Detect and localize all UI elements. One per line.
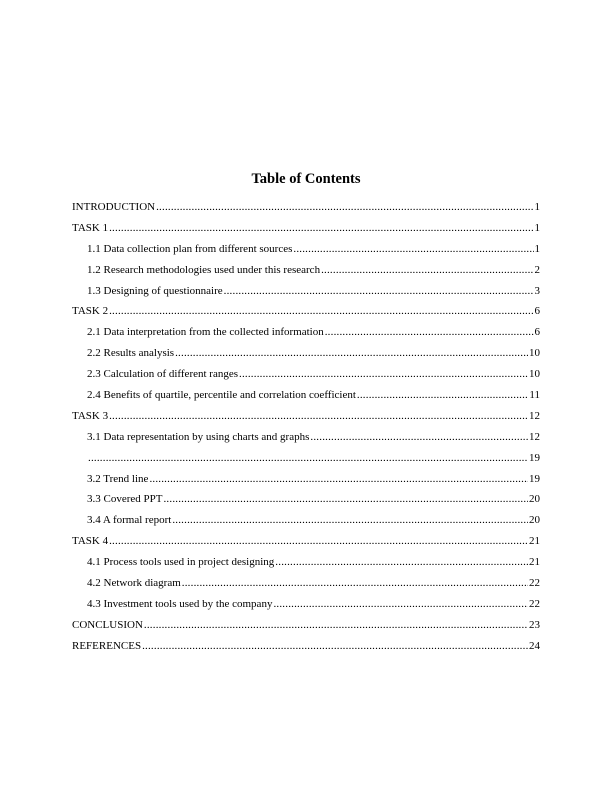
toc-dot-leader	[156, 199, 533, 215]
toc-entry[interactable]	[72, 283, 540, 304]
toc-entry-page-number: 19	[529, 451, 540, 464]
toc-dot-leader	[109, 533, 528, 549]
toc-entry[interactable]	[72, 429, 540, 450]
toc-dot-leader	[109, 303, 533, 319]
toc-entry[interactable]	[72, 471, 540, 492]
toc-title: Table of Contents	[251, 171, 361, 187]
toc-entry-label: 3.2 Trend line	[87, 472, 149, 485]
toc-dot-leader	[275, 554, 528, 570]
toc-entry[interactable]	[72, 303, 540, 324]
toc-dot-leader	[175, 345, 528, 361]
toc-dot-leader	[149, 471, 528, 487]
toc-entry-label: 2.2 Results analysis	[87, 347, 175, 360]
toc-dot-leader	[144, 617, 528, 633]
toc-entry-label: TASK 2	[72, 305, 109, 318]
toc-entry-label: 1.2 Research methodologies used under this research	[87, 263, 321, 276]
toc-entry-page-number: 23	[529, 618, 540, 631]
toc-dot-leader	[273, 596, 528, 612]
toc-entry-label: 4.1 Process tools used in project designing	[87, 556, 275, 569]
toc-dot-leader	[109, 408, 528, 424]
toc-entry[interactable]	[72, 491, 540, 512]
toc-dot-leader	[293, 241, 533, 257]
toc-entry-page-number: 21	[529, 535, 540, 548]
toc-entry[interactable]	[72, 387, 540, 408]
toc-dot-leader	[357, 387, 529, 403]
toc-dot-leader	[109, 220, 533, 236]
toc-dot-leader	[88, 450, 528, 466]
toc-dot-leader	[325, 324, 534, 340]
toc-entry-page-number: 1	[534, 221, 540, 234]
toc-entry-label: 1.3 Designing of questionnaire	[87, 284, 223, 297]
toc-entry-page-number: 22	[529, 597, 540, 610]
toc-entry-page-number: 19	[529, 472, 540, 485]
toc-entry-label: 2.3 Calculation of different ranges	[87, 368, 238, 381]
toc-entry[interactable]	[72, 450, 540, 471]
toc-entry-label: INTRODUCTION	[72, 201, 156, 213]
toc-dot-leader	[142, 638, 528, 654]
toc-dot-leader	[172, 512, 528, 528]
toc-entry-label: 3.3 Covered PPT	[87, 493, 163, 506]
toc-entry[interactable]	[72, 262, 540, 283]
toc-entry-label: 3.1 Data representation by using charts and graphs	[87, 430, 310, 443]
toc-entry[interactable]	[72, 324, 540, 345]
toc-dot-leader	[321, 262, 533, 278]
toc-entry[interactable]	[72, 408, 540, 429]
toc-entry-label: 3.4 A formal report	[87, 514, 172, 527]
toc-entry-label: TASK 4	[72, 535, 109, 548]
toc-list	[72, 199, 540, 659]
toc-entry-page-number: 20	[529, 514, 540, 527]
toc-entry[interactable]	[72, 617, 540, 638]
toc-entry-page-number: 10	[529, 368, 540, 381]
toc-entry-page-number: 11	[529, 389, 540, 402]
toc-entry[interactable]	[72, 533, 540, 554]
toc-dot-leader	[224, 283, 534, 299]
toc-entry[interactable]	[72, 345, 540, 366]
toc-dot-leader	[182, 575, 528, 591]
toc-entry-page-number: 21	[529, 556, 540, 569]
toc-entry-label: 1.1 Data collection plan from different sources	[87, 242, 293, 255]
toc-entry-page-number: 1	[534, 242, 540, 255]
toc-entry[interactable]	[72, 241, 540, 262]
toc-entry[interactable]	[72, 199, 540, 220]
toc-dot-leader	[310, 429, 528, 445]
toc-entry[interactable]	[72, 575, 540, 596]
toc-entry-page-number: 3	[534, 284, 540, 297]
toc-entry-label: 4.2 Network diagram	[87, 577, 181, 590]
toc-entry[interactable]	[72, 220, 540, 241]
toc-entry-page-number: 24	[529, 639, 540, 652]
toc-entry-label: TASK 3	[72, 409, 109, 422]
toc-entry[interactable]	[72, 512, 540, 533]
toc-entry-label: TASK 1	[72, 221, 109, 234]
toc-entry-page-number: 10	[529, 347, 540, 360]
toc-entry-label: 2.4 Benefits of quartile, percentile and correlation coefficient	[87, 389, 356, 402]
toc-entry-label: REFERENCES	[72, 639, 142, 652]
toc-entry-page-number: 2	[534, 263, 540, 276]
toc-entry-page-number: 12	[529, 430, 540, 443]
toc-dot-leader	[163, 491, 528, 507]
toc-entry-page-number: 22	[529, 577, 540, 590]
toc-entry[interactable]	[72, 638, 540, 659]
toc-entry-page-number: 12	[529, 409, 540, 422]
toc-entry-label: CONCLUSION	[72, 618, 143, 631]
toc-entry-page-number: 6	[534, 326, 540, 339]
toc-entry-page-number: 1	[534, 201, 540, 213]
toc-entry-page-number: 20	[529, 493, 540, 506]
toc-entry-page-number: 6	[534, 305, 540, 318]
toc-dot-leader	[239, 366, 528, 382]
toc-entry[interactable]	[72, 596, 540, 617]
toc-entry-label: 4.3 Investment tools used by the company	[87, 597, 273, 610]
toc-entry-label: 2.1 Data interpretation from the collected information	[87, 326, 324, 339]
toc-entry[interactable]	[72, 554, 540, 575]
toc-entry[interactable]	[72, 366, 540, 387]
